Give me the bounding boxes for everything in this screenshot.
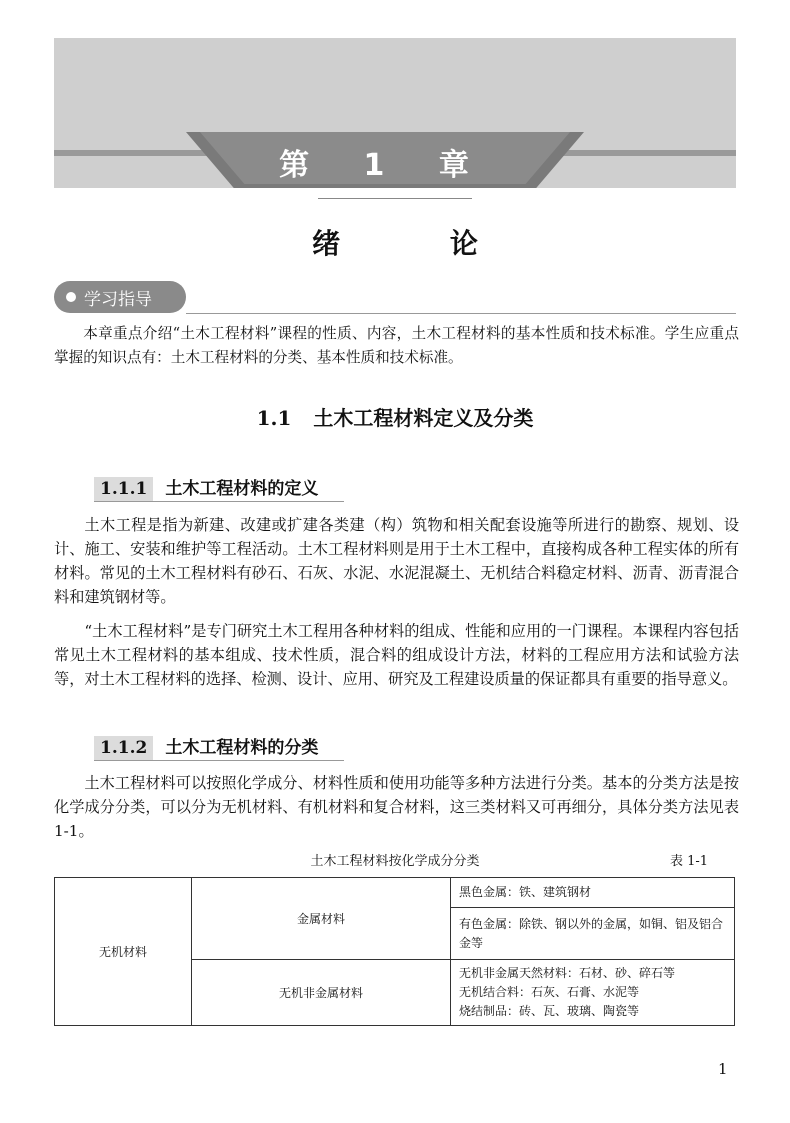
subsection-number: 1.1.1 [94, 477, 153, 501]
subsection-title: 土木工程材料的分类 [165, 738, 319, 758]
chapter-label: 第 1 章 [279, 148, 491, 183]
list-item: 无机结合料：石灰、石膏、水泥等 [459, 985, 640, 999]
table-cell-nonmetal: 无机非金属材料 [192, 960, 451, 1026]
page-number: 1 [718, 1060, 728, 1078]
chapter-title: 绪 论 [312, 227, 528, 260]
table-cell-category: 无机材料 [55, 878, 192, 1026]
table-cell-nonmetal-items [451, 960, 735, 1026]
classification-paragraph: 土木工程材料可以按照化学成分、材料性质和使用功能等多种方法进行分类。基本的分类方法是按化学成分分类，可以分为无机材料、有机材料和复合材料，这三类材料又可再细分，具体分类方法见表 1-1。 [54, 774, 739, 840]
subsection-underline [94, 501, 344, 502]
list-item: 烧结制品：砖、瓦、玻璃、陶瓷等 [459, 1004, 640, 1018]
classification-table [54, 877, 735, 1026]
table-cell-ferrous: 黑色金属：铁、建筑钢材 [451, 878, 735, 908]
table-cell-metal: 金属材料 [192, 878, 451, 960]
definition-paragraph-1: 土木工程是指为新建、改建或扩建各类建（构）筑物和相关配套设施等所进行的勘察、规划、设计、施工、安装和维护等工程活动。土木工程材料则是用于土木工程中，直接构成各种工程实体的所有材料。常见的土木工程材料有砂石、石灰、水泥、水泥混凝土、无机结合料稳定材料、沥青、沥青混合料和建筑钢材等。 [54, 516, 739, 606]
guide-text: 本章重点介绍“土木工程材料”课程的性质、内容，土木工程材料的基本性质和技术标准。学生应重点掌握的知识点有：土木工程材料的分类、基本性质和技术标准。 [54, 325, 739, 366]
table-title: 土木工程材料按化学成分分类 [310, 854, 480, 869]
table-cell-nonferrous: 有色金属：除铁、钢以外的金属，如铜、铝及铝合金等 [451, 908, 735, 960]
section-heading [0, 402, 790, 431]
bullet-dot-icon [66, 292, 76, 302]
study-guide-badge [54, 281, 186, 313]
guide-divider [186, 313, 736, 314]
definition-paragraph-2: “土木工程材料”是专门研究土木工程用各种材料的组成、性能和应用的一门课程。本课程内容包括常见土木工程材料的基本组成、技术性质，混合料的组成设计方法，材料的工程应用方法和试验方法等，对土木工程材料的选择、检测、设计、应用、研究及工程建设质量的保证都具有重要的指导意义。 [54, 622, 739, 688]
subsection-heading-2 [94, 733, 318, 760]
section-number: 1.1 [256, 406, 292, 430]
study-guide-label: 学习指导 [84, 289, 152, 310]
chapter-rule [318, 198, 472, 199]
subsection-underline [94, 760, 344, 761]
table-row [55, 878, 735, 908]
subsection-title: 土木工程材料的定义 [165, 479, 319, 499]
table-id: 表 1-1 [670, 854, 709, 869]
list-item: 无机非金属天然材料：石材、砂、碎石等 [459, 966, 676, 980]
subsection-heading-1 [94, 474, 318, 501]
section-title: 土木工程材料定义及分类 [313, 406, 534, 430]
subsection-number: 1.1.2 [94, 736, 153, 760]
